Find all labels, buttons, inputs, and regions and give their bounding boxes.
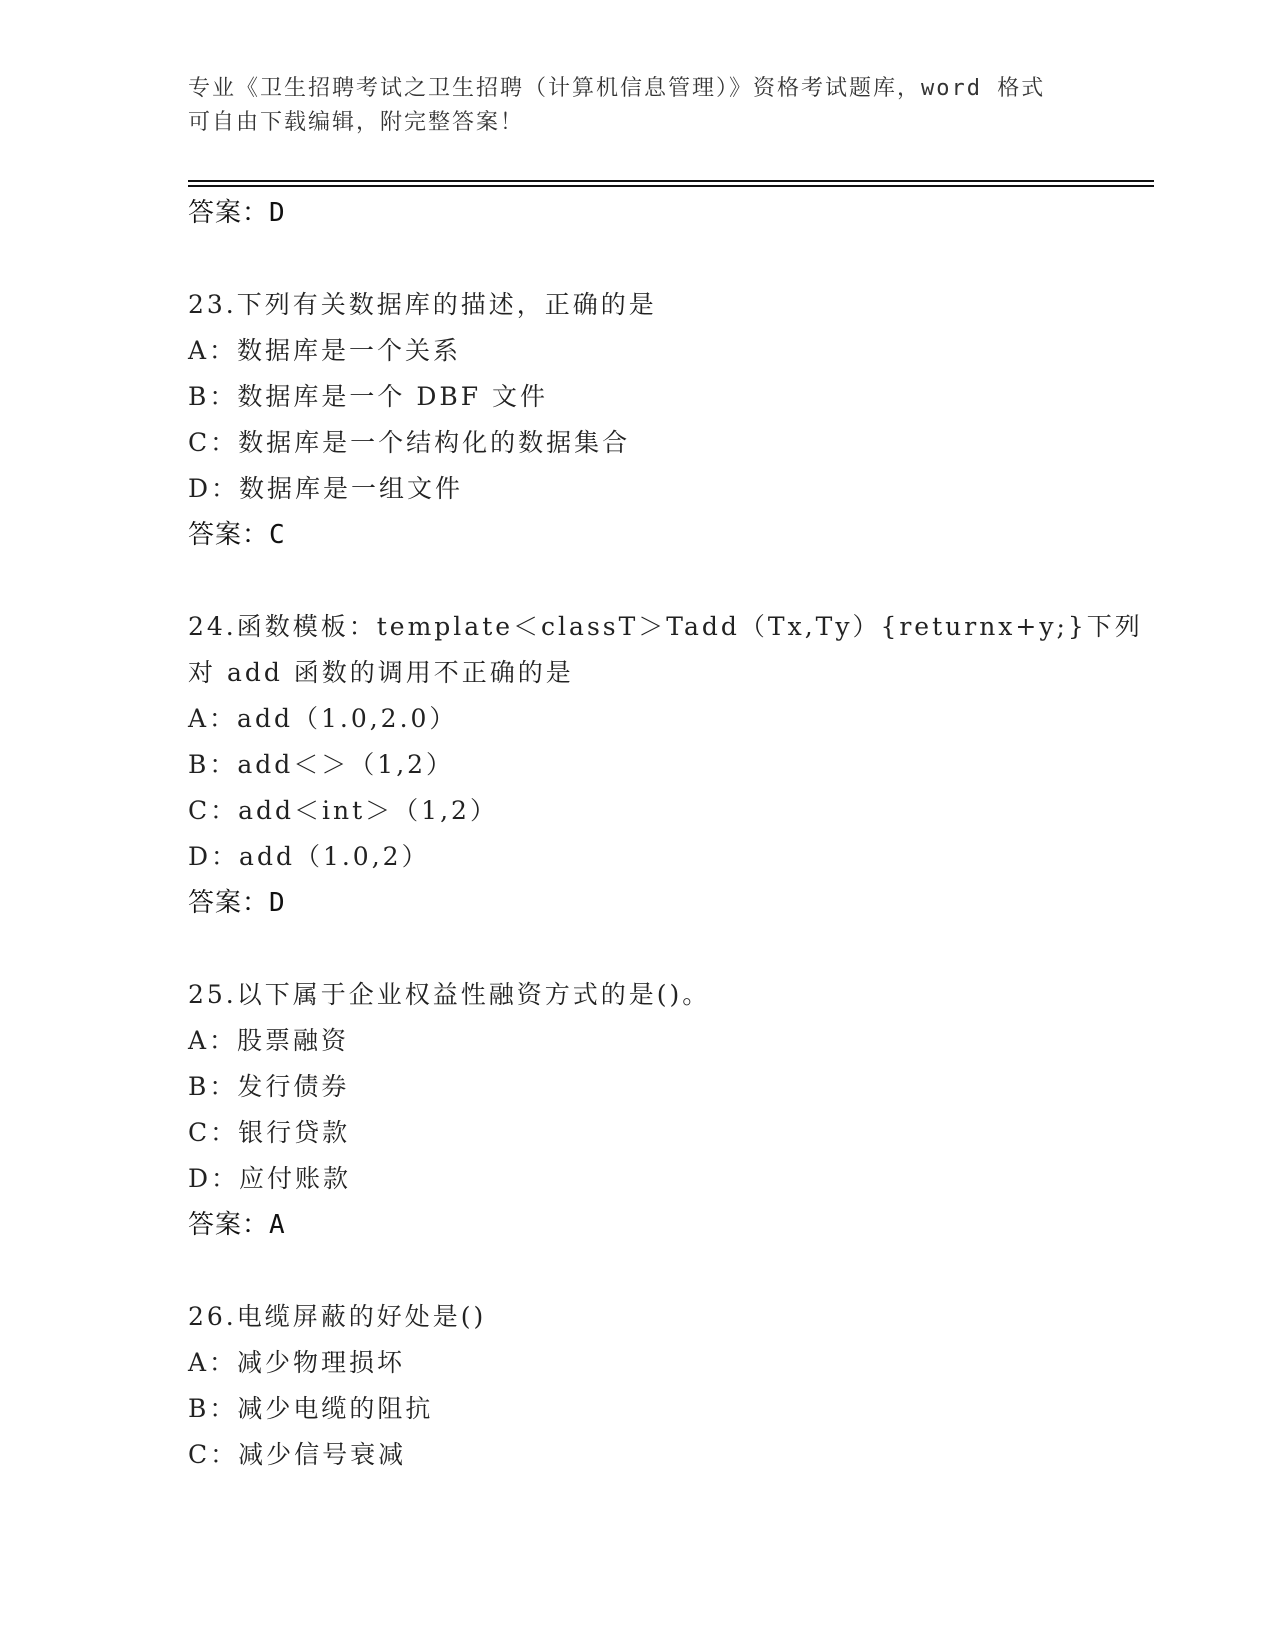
header-divider-bottom xyxy=(188,185,1154,187)
option-c: C：数据库是一个结构化的数据集合 xyxy=(188,428,631,457)
spacer xyxy=(188,236,1088,282)
question-stem: 24.函数模板：template＜classT＞Tadd（Tx,Ty）{returnx+y;}下列 xyxy=(188,612,1143,641)
header-line-2: 可自由下载编辑，附完整答案！ xyxy=(188,110,525,135)
option-c: C：银行贷款 xyxy=(188,1118,351,1147)
option-b: B：发行债券 xyxy=(188,1072,350,1101)
option-d: D：应付账款 xyxy=(188,1164,352,1193)
previous-answer: 答案：D xyxy=(188,198,286,228)
document-header xyxy=(188,72,1068,140)
option-b: B：减少电缆的阻抗 xyxy=(188,1394,434,1423)
question-24 xyxy=(188,604,1143,926)
option-a: A：股票融资 xyxy=(188,1026,350,1055)
answer: 答案：A xyxy=(188,1210,286,1240)
answer: 答案：D xyxy=(188,888,286,918)
option-a: A：减少物理损坏 xyxy=(188,1348,406,1377)
option-a: A：数据库是一个关系 xyxy=(188,336,462,365)
spacer xyxy=(188,926,1088,972)
answer: 答案：C xyxy=(188,520,286,550)
question-stem-continued: 对 add 函数的调用不正确的是 xyxy=(188,658,574,687)
question-25 xyxy=(188,972,1088,1248)
header-divider-top xyxy=(188,180,1154,182)
option-d: D：add（1.0,2） xyxy=(188,842,430,871)
spacer xyxy=(188,1248,1088,1294)
question-stem: 26.电缆屏蔽的好处是() xyxy=(188,1302,487,1331)
spacer xyxy=(188,558,1088,604)
option-a: A：add（1.0,2.0） xyxy=(188,704,458,733)
option-b: B：add＜＞（1,2） xyxy=(188,750,455,779)
question-23 xyxy=(188,282,1088,558)
question-content xyxy=(188,190,1143,1478)
question-stem: 25.以下属于企业权益性融资方式的是()。 xyxy=(188,980,711,1009)
question-stem: 23.下列有关数据库的描述，正确的是 xyxy=(188,290,657,319)
header-line-1: 专业《卫生招聘考试之卫生招聘（计算机信息管理）》资格考试题库，word 格式 xyxy=(188,76,1046,101)
question-26 xyxy=(188,1294,1088,1478)
option-d: D：数据库是一组文件 xyxy=(188,474,464,503)
option-c: C：减少信号衰减 xyxy=(188,1440,407,1469)
option-b: B：数据库是一个 DBF 文件 xyxy=(188,382,549,411)
option-c: C：add＜int＞（1,2） xyxy=(188,796,498,825)
